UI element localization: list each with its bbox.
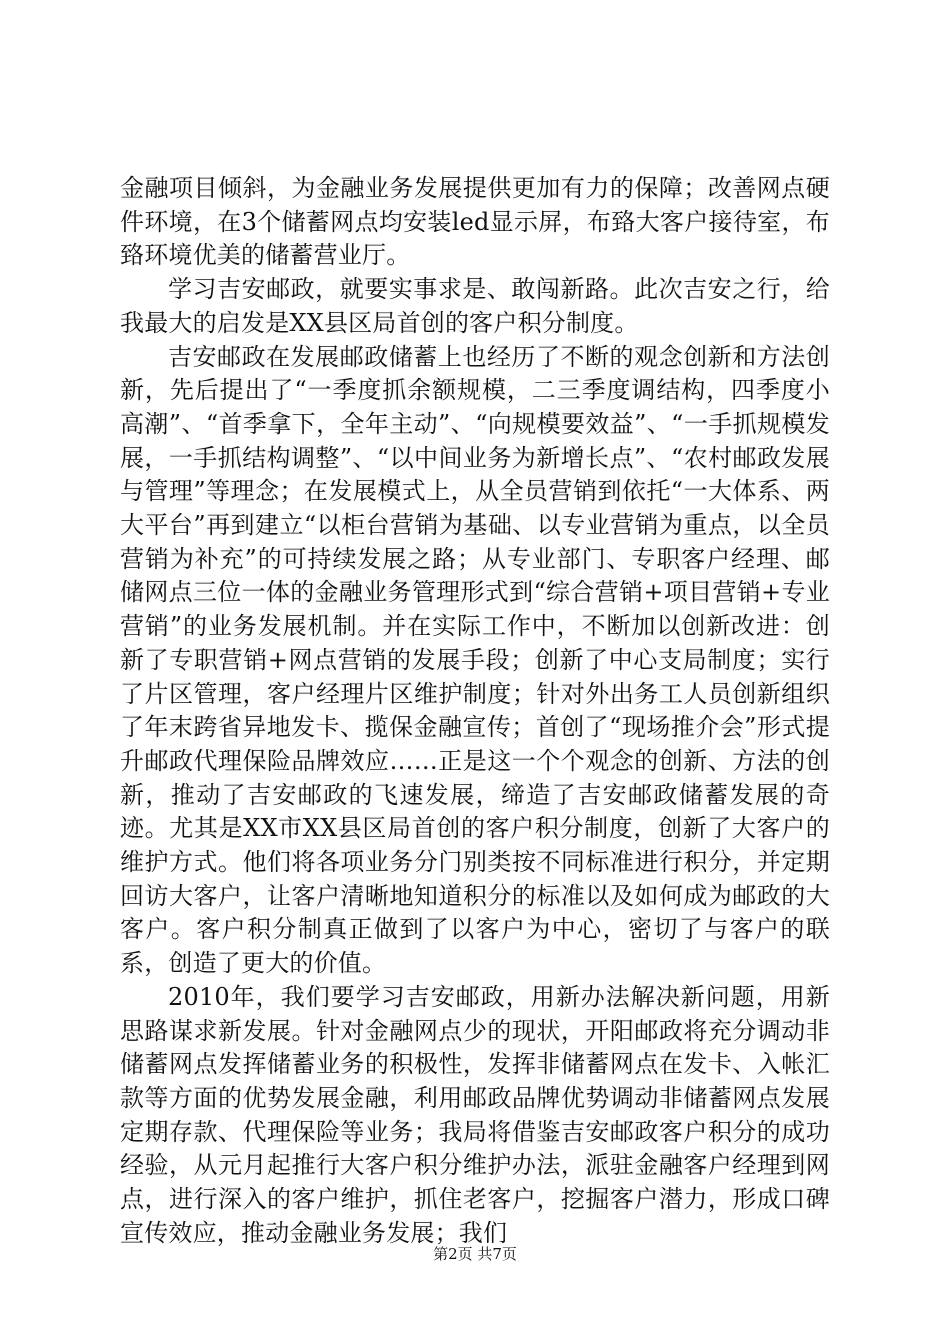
paragraph-innovation: 吉安邮政在发展邮政储蓄上也经历了不断的观念创新和方法创新，先后提出了“一季度抓余额规模，二三季度调结构，四季度小高潮”、“首季拿下，全年主动”、“向规模要效益”、“一手抓规模发展，一手抓结构调整”、“以中间业务为新增长点”、“农村邮政发展与管理”等理念；在发展模式上，从全员营销到依托“一大体系、两大平台”再到建立“以柜台营销为基础、以专业营销为重点，以全员营销为补充”的可持续发展之路；从专业部门、专职客户经理、邮储网点三位一体的金融业务管理形式到“综合营销+项目营销+专业营销”的业务发展机制。并在实际工作中，不断加以创新改进：创新了专职营销+网点营销的发展手段；创新了中心支局制度；实行了片区管理，客户经理片区维护制度；针对外出务工人员创新组织了年末跨省异地发卡、揽保金融宣传；首创了“现场推介会”形式提升邮政代理保险品牌效应……正是这一个个观念的创新、方法的创新，推动了吉安邮政的飞速发展，缔造了吉安邮政储蓄发展的奇迹。尤其是XX市XX县区局首创的客户积分制度，创新了大客户的维护方式。他们将各项业务分门别类按不同标准进行积分，并定期回访大客户，让客户清晰地知道积分的标准以及如何成为邮政的大客户。客户积分制真正做到了以客户为中心，密切了与客户的联系，创造了更大的价值。 (120, 342, 830, 978)
paragraph-learning-jian: 学习吉安邮政，就要实事求是、敢闯新路。此次吉安之行，给我最大的启发是XX县区局首创的客户积分制度。 (120, 275, 830, 337)
document-body (120, 172, 830, 1251)
page-footer: 第2页 共7页 (433, 1245, 517, 1263)
paragraph-2010-plan: 2010年，我们要学习吉安邮政，用新办法解决新问题，用新思路谋求新发展。针对金融网点少的现状，开阳邮政将充分调动非储蓄网点发挥储蓄业务的积极性，发挥非储蓄网点在发卡、入帐汇款等方面的优势发展金融，利用邮政品牌优势调动非储蓄网点发展定期存款、代理保险等业务；我局将借鉴吉安邮政客户积分的成功经验，从元月起推行大客户积分维护办法，派驻金融客户经理到网点，进行深入的客户维护，抓住老客户，挖掘客户潜力，形成口碑宣传效应，推动金融业务发展；我们 (120, 982, 830, 1247)
paragraph-continued: 金融项目倾斜，为金融业务发展提供更加有力的保障；改善网点硬件环境，在3个储蓄网点均安装led显示屏，布臵大客户接待室，布臵环境优美的储蓄营业厅。 (120, 174, 830, 270)
